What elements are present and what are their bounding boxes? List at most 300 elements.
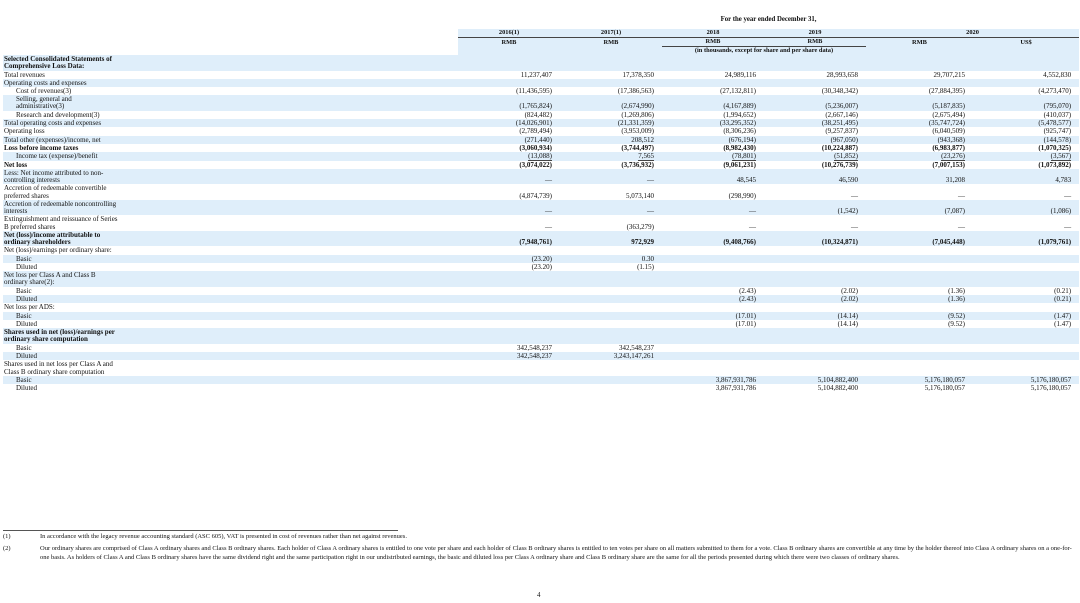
- cell-value: [662, 215, 764, 231]
- units-note: (in thousands, except for share and per share data): [662, 47, 866, 56]
- cell-value: [662, 136, 764, 144]
- cell-text: (3,744,497): [621, 144, 654, 153]
- cell-value: [764, 312, 866, 320]
- currency-rmb: RMB: [866, 38, 973, 47]
- table-row: [3, 263, 1079, 271]
- table-row: [3, 55, 1079, 71]
- cell-value: [560, 271, 662, 287]
- cell-text: 3,243,147,261: [613, 352, 654, 361]
- footnote-text: In accordance with the legacy revenue accounting standard (ASC 605), VAT is presented in cost of revenues rather than net against revenues.: [40, 533, 407, 540]
- cell-value: [973, 111, 1079, 119]
- cell-text: (1,994,652): [723, 110, 756, 119]
- cell-text: (271,440): [524, 135, 552, 144]
- cell-text: 208,512: [631, 135, 654, 144]
- cell-value: [866, 136, 973, 144]
- cell-value: [662, 287, 764, 295]
- cell-value: [560, 136, 662, 144]
- cell-text: (8,982,430): [723, 144, 756, 153]
- table-row: [3, 87, 1079, 95]
- row-label: Less: Net income attributed to non-controlling interests: [3, 169, 458, 185]
- cell-value: [560, 71, 662, 79]
- cell-text: —: [851, 191, 858, 200]
- cell-text: (11,436,595): [516, 87, 552, 96]
- cell-value: [662, 344, 764, 352]
- cell-value: [560, 127, 662, 135]
- cell-value: [458, 231, 560, 247]
- cell-text: (1,765,824): [519, 102, 552, 111]
- cell-value: [973, 215, 1079, 231]
- cell-value: [560, 295, 662, 303]
- cell-value: [764, 352, 866, 360]
- cell-text: —: [958, 222, 965, 231]
- cell-value: [458, 79, 560, 87]
- cell-text: (363,279): [626, 222, 654, 231]
- cell-text: (2,789,494): [519, 127, 552, 136]
- cell-value: [973, 119, 1079, 127]
- cell-text: (5,187,835): [932, 102, 965, 111]
- cell-text: (2.43): [739, 295, 756, 304]
- cell-value: [560, 303, 662, 311]
- row-label: Net loss per Class A and Class B ordinary share(2):: [3, 271, 458, 287]
- cell-value: [458, 144, 560, 152]
- cell-value: [560, 184, 662, 200]
- cell-value: [560, 352, 662, 360]
- cell-value: [973, 303, 1079, 311]
- footnotes: [3, 533, 1077, 566]
- footnote-2: [3, 545, 1077, 562]
- cell-text: 3,867,931,786: [715, 375, 756, 384]
- cell-text: (7,948,761): [519, 238, 552, 247]
- cell-value: [973, 184, 1079, 200]
- cell-text: (298,990): [728, 191, 756, 200]
- cell-value: [866, 376, 973, 384]
- table-row: [3, 161, 1079, 169]
- cell-value: [866, 152, 973, 160]
- table-row: [3, 320, 1079, 328]
- cell-value: [764, 295, 866, 303]
- cell-value: [866, 246, 973, 254]
- cell-value: [866, 287, 973, 295]
- cell-text: (1,073,892): [1038, 160, 1072, 169]
- cell-value: [973, 320, 1079, 328]
- cell-text: (7,007,153): [932, 160, 965, 169]
- cell-text: (5,478,577): [1038, 119, 1072, 128]
- cell-text: (1.36): [948, 295, 965, 304]
- row-label: Diluted: [16, 384, 37, 393]
- cell-text: (2.02): [841, 295, 858, 304]
- cell-text: (1.15): [637, 263, 654, 272]
- row-label: Basic: [16, 286, 32, 295]
- cell-text: (1,070,325): [1038, 144, 1072, 153]
- cell-value: [560, 312, 662, 320]
- cell-text: (1,269,806): [621, 110, 654, 119]
- cell-value: [866, 255, 973, 263]
- row-label: Net (loss)/income attributable to ordinary shareholders: [3, 231, 458, 247]
- cell-text: (14.14): [837, 311, 858, 320]
- currency-usd: US$: [973, 38, 1079, 47]
- cell-value: [866, 344, 973, 352]
- cell-value: [458, 255, 560, 263]
- row-label: Shares used in net (loss)/earnings per ordinary share computation: [3, 328, 458, 344]
- cell-value: [458, 71, 560, 79]
- cell-text: (9.52): [948, 311, 965, 320]
- table-row: [3, 231, 1079, 247]
- cell-value: [458, 352, 560, 360]
- cell-value: [866, 127, 973, 135]
- cell-text: 342,548,237: [517, 352, 552, 361]
- cell-value: [662, 95, 764, 111]
- table-row: [3, 344, 1079, 352]
- cell-text: —: [647, 176, 654, 185]
- cell-value: [458, 328, 560, 344]
- cell-value: [764, 111, 866, 119]
- row-label: Cost of revenues(3): [16, 87, 72, 96]
- year-2017: 2017(1): [560, 29, 662, 38]
- cell-text: (17,386,563): [617, 87, 654, 96]
- cell-value: [764, 255, 866, 263]
- cell-text: —: [545, 222, 552, 231]
- cell-value: [866, 184, 973, 200]
- cell-value: [764, 136, 866, 144]
- table-row: [3, 152, 1079, 160]
- cell-value: [560, 119, 662, 127]
- cell-value: [973, 255, 1079, 263]
- cell-value: [866, 328, 973, 344]
- cell-value: [662, 320, 764, 328]
- table-body: [3, 55, 1079, 393]
- cell-text: 5,073,140: [626, 191, 654, 200]
- table-row: [3, 144, 1079, 152]
- cell-text: (35,747,724): [928, 119, 965, 128]
- row-label: Net loss per ADS:: [4, 303, 55, 312]
- cell-value: [764, 144, 866, 152]
- cell-text: —: [851, 222, 858, 231]
- year-2018: 2018: [662, 29, 764, 38]
- cell-value: [458, 344, 560, 352]
- cell-value: [764, 79, 866, 87]
- cell-value: [560, 161, 662, 169]
- cell-text: (1.47): [1054, 320, 1072, 329]
- cell-value: [560, 95, 662, 111]
- cell-text: (4,273,470): [1038, 87, 1072, 96]
- row-label: Total revenues: [4, 70, 45, 79]
- cell-text: (14,026,901): [515, 119, 552, 128]
- row-label: Basic: [3, 312, 458, 320]
- cell-text: —: [1064, 191, 1072, 200]
- footnote-rule: [3, 530, 398, 531]
- cell-text: (925,747): [1043, 127, 1072, 136]
- cell-value: [973, 263, 1079, 271]
- cell-text: (14.14): [837, 320, 858, 329]
- cell-text: —: [749, 207, 756, 216]
- table-row: [3, 287, 1079, 295]
- cell-value: [662, 152, 764, 160]
- table-row: [3, 200, 1079, 216]
- cell-text: (30,348,342): [821, 87, 858, 96]
- cell-value: [866, 352, 973, 360]
- cell-text: (23.20): [531, 254, 552, 263]
- cell-text: (51,852): [834, 152, 858, 161]
- cell-value: [866, 87, 973, 95]
- cell-value: [764, 344, 866, 352]
- currency-rmb: RMB: [458, 38, 560, 47]
- table-row: [3, 255, 1079, 263]
- cell-value: [662, 384, 764, 392]
- table-row: [3, 79, 1079, 87]
- table-row: [3, 169, 1079, 185]
- cell-value: [662, 271, 764, 287]
- cell-value: [973, 246, 1079, 254]
- cell-value: [560, 169, 662, 185]
- row-label: Accretion of redeemable noncontrolling interests: [3, 200, 458, 216]
- cell-value: [866, 215, 973, 231]
- cell-value: [458, 136, 560, 144]
- cell-value: [560, 287, 662, 295]
- cell-value: [458, 161, 560, 169]
- table-row: [3, 352, 1079, 360]
- cell-value: [662, 161, 764, 169]
- cell-value: [560, 55, 662, 71]
- cell-text: (9,257,837): [825, 127, 858, 136]
- cell-value: [973, 55, 1079, 71]
- row-label: Selected Consolidated Statements of Comprehensive Loss Data:: [3, 55, 458, 71]
- cell-text: 3,867,931,786: [715, 384, 756, 393]
- cell-value: [662, 119, 764, 127]
- cell-text: (4,167,889): [723, 102, 756, 111]
- cell-text: (17.01): [735, 320, 756, 329]
- table-header: [3, 16, 1079, 55]
- cell-value: [662, 55, 764, 71]
- cell-text: (2,667,146): [825, 110, 858, 119]
- cell-value: [973, 384, 1079, 392]
- table-row: [3, 119, 1079, 127]
- page-number: 4: [537, 591, 541, 599]
- cell-text: (2.02): [841, 286, 858, 295]
- cell-text: (38,251,495): [821, 119, 858, 128]
- cell-value: [866, 71, 973, 79]
- cell-value: [662, 144, 764, 152]
- cell-text: 5,104,882,400: [817, 375, 858, 384]
- cell-value: [866, 79, 973, 87]
- cell-value: [662, 71, 764, 79]
- row-label: Total other (expenses)/income, net: [3, 136, 458, 144]
- cell-value: [662, 376, 764, 384]
- cell-text: 4,552,830: [1043, 70, 1072, 79]
- table-row: [3, 111, 1079, 119]
- cell-text: (7,045,448): [932, 238, 965, 247]
- cell-text: (2,675,494): [932, 110, 965, 119]
- cell-text: —: [749, 222, 756, 231]
- cell-text: (27,884,395): [928, 87, 965, 96]
- cell-text: (13,088): [528, 152, 552, 161]
- cell-text: 342,548,237: [517, 343, 552, 352]
- cell-value: [560, 200, 662, 216]
- cell-value: [662, 263, 764, 271]
- cell-value: [560, 344, 662, 352]
- footnote-1: [3, 533, 1077, 541]
- cell-text: (1.36): [948, 286, 965, 295]
- row-label: Shares used in net loss per Class A and Class B ordinary share computation: [4, 360, 113, 376]
- currency-rmb: RMB: [764, 38, 866, 47]
- cell-value: [764, 95, 866, 111]
- cell-text: (9,408,766): [723, 238, 756, 247]
- cell-value: [662, 184, 764, 200]
- row-label: Diluted: [16, 263, 37, 272]
- cell-value: [662, 79, 764, 87]
- cell-value: [560, 246, 662, 254]
- cell-text: (33,295,352): [719, 119, 756, 128]
- cell-value: [458, 271, 560, 287]
- cell-text: (4,874,739): [519, 191, 552, 200]
- cell-text: (967,050): [830, 135, 858, 144]
- row-label: Loss before income taxes: [4, 144, 79, 153]
- table-row: [3, 271, 1079, 287]
- cell-value: [764, 71, 866, 79]
- cell-text: (8,306,236): [723, 127, 756, 136]
- cell-value: [764, 169, 866, 185]
- cell-text: (3,736,932): [621, 160, 654, 169]
- cell-value: [764, 119, 866, 127]
- table-row: [3, 71, 1079, 79]
- table-row: [3, 360, 1079, 376]
- cell-text: (795,070): [1043, 102, 1072, 111]
- cell-value: [662, 328, 764, 344]
- cell-value: [973, 287, 1079, 295]
- table-row: [3, 312, 1079, 320]
- cell-value: [973, 71, 1079, 79]
- cell-text: 5,176,180,057: [1030, 375, 1072, 384]
- cell-text: 7,565: [638, 152, 654, 161]
- cell-text: (78,801): [732, 152, 756, 161]
- cell-value: [458, 246, 560, 254]
- table-row: [3, 376, 1079, 384]
- cell-value: [764, 246, 866, 254]
- cell-text: (1,079,761): [1038, 238, 1072, 247]
- year-2016: 2016(1): [458, 29, 560, 38]
- period-label: For the year ended December 31,: [720, 16, 817, 23]
- row-label: Extinguishment and reissuance of Series B preferred shares: [4, 215, 118, 231]
- row-label: Research and development(3): [16, 110, 100, 119]
- row-label: Diluted: [16, 320, 37, 329]
- row-label: Net (loss)/earnings per ordinary share:: [4, 246, 112, 255]
- cell-value: [662, 352, 764, 360]
- cell-text: (144,578): [1043, 135, 1072, 144]
- table-row: [3, 328, 1079, 344]
- cell-value: [866, 200, 973, 216]
- cell-value: [973, 169, 1079, 185]
- cell-value: [560, 320, 662, 328]
- cell-value: [458, 376, 560, 384]
- cell-value: [764, 360, 866, 376]
- cell-text: 28,993,658: [826, 70, 858, 79]
- cell-value: [866, 169, 973, 185]
- cell-text: (5,236,007): [825, 102, 858, 111]
- cell-value: [973, 136, 1079, 144]
- row-label: Diluted: [3, 295, 458, 303]
- cell-text: 342,548,237: [619, 343, 654, 352]
- cell-value: [764, 127, 866, 135]
- cell-value: [560, 215, 662, 231]
- cell-value: [458, 303, 560, 311]
- cell-value: [458, 55, 560, 71]
- table-row: [3, 384, 1079, 392]
- cell-text: 4,783: [1055, 176, 1072, 185]
- cell-value: [764, 320, 866, 328]
- cell-text: 972,929: [631, 238, 654, 247]
- cell-value: [764, 376, 866, 384]
- cell-value: [764, 215, 866, 231]
- cell-value: [560, 384, 662, 392]
- row-label: Income tax (expense)/benefit: [3, 152, 458, 160]
- cell-text: (9.52): [948, 320, 965, 329]
- cell-value: [458, 119, 560, 127]
- cell-value: [662, 231, 764, 247]
- cell-text: (824,482): [524, 110, 552, 119]
- cell-value: [973, 312, 1079, 320]
- cell-value: [973, 127, 1079, 135]
- cell-text: 46,590: [838, 176, 858, 185]
- cell-value: [764, 231, 866, 247]
- row-label: Basic: [3, 376, 458, 384]
- cell-value: [973, 376, 1079, 384]
- footnote-text: Our ordinary shares are comprised of Class A ordinary shares and Class B ordinary shares. Each holder of Class A ordinary shares is entitled to one vote per share and each holder of Class B ordinary shares is entitled to ten votes per share on all matters submitted to them for a vote. Class B ordinary shares are convertible at any time by the holder thereof into Class A ordinary shares on a one-for-one basis. As holders of Class A and Class B ordinary shares have the same dividend right and the same participation right in our undistributed earnings, the basic and diluted loss per Class A ordinary share and Class B ordinary share are the same for all the periods presented during which there were two classes of ordinary shares.: [40, 545, 1072, 561]
- cell-value: [973, 295, 1079, 303]
- cell-value: [973, 271, 1079, 287]
- cell-value: [866, 119, 973, 127]
- cell-value: [866, 360, 973, 376]
- cell-value: [866, 295, 973, 303]
- table-row: [3, 184, 1079, 200]
- table-row: [3, 136, 1079, 144]
- cell-value: [458, 111, 560, 119]
- table-row: [3, 95, 1079, 111]
- cell-text: (1,542): [837, 207, 858, 216]
- cell-text: (2.43): [739, 286, 756, 295]
- cell-value: [866, 95, 973, 111]
- cell-text: (0.21): [1054, 295, 1072, 304]
- row-label: Diluted: [3, 352, 458, 360]
- cell-value: [973, 144, 1079, 152]
- footnote-number: (2): [3, 545, 11, 553]
- table-row: [3, 295, 1079, 303]
- loss-data-table: [3, 16, 1079, 393]
- currency-rmb: RMB: [560, 38, 662, 47]
- cell-text: (9,061,231): [723, 160, 756, 169]
- cell-text: (676,194): [728, 135, 756, 144]
- cell-value: [764, 271, 866, 287]
- cell-value: [764, 263, 866, 271]
- cell-text: (17.01): [735, 311, 756, 320]
- cell-value: [866, 384, 973, 392]
- cell-value: [662, 200, 764, 216]
- cell-text: (27,132,811): [720, 87, 756, 96]
- cell-value: [973, 95, 1079, 111]
- table-row: [3, 303, 1079, 311]
- cell-value: [662, 127, 764, 135]
- cell-value: [764, 287, 866, 295]
- cell-value: [973, 152, 1079, 160]
- year-2019: 2019: [764, 29, 866, 38]
- cell-value: [764, 384, 866, 392]
- cell-value: [973, 231, 1079, 247]
- cell-value: [458, 360, 560, 376]
- cell-text: (23,276): [941, 152, 965, 161]
- cell-value: [866, 144, 973, 152]
- cell-text: 5,176,180,057: [924, 384, 965, 393]
- cell-value: [866, 231, 973, 247]
- cell-value: [973, 79, 1079, 87]
- cell-value: [560, 328, 662, 344]
